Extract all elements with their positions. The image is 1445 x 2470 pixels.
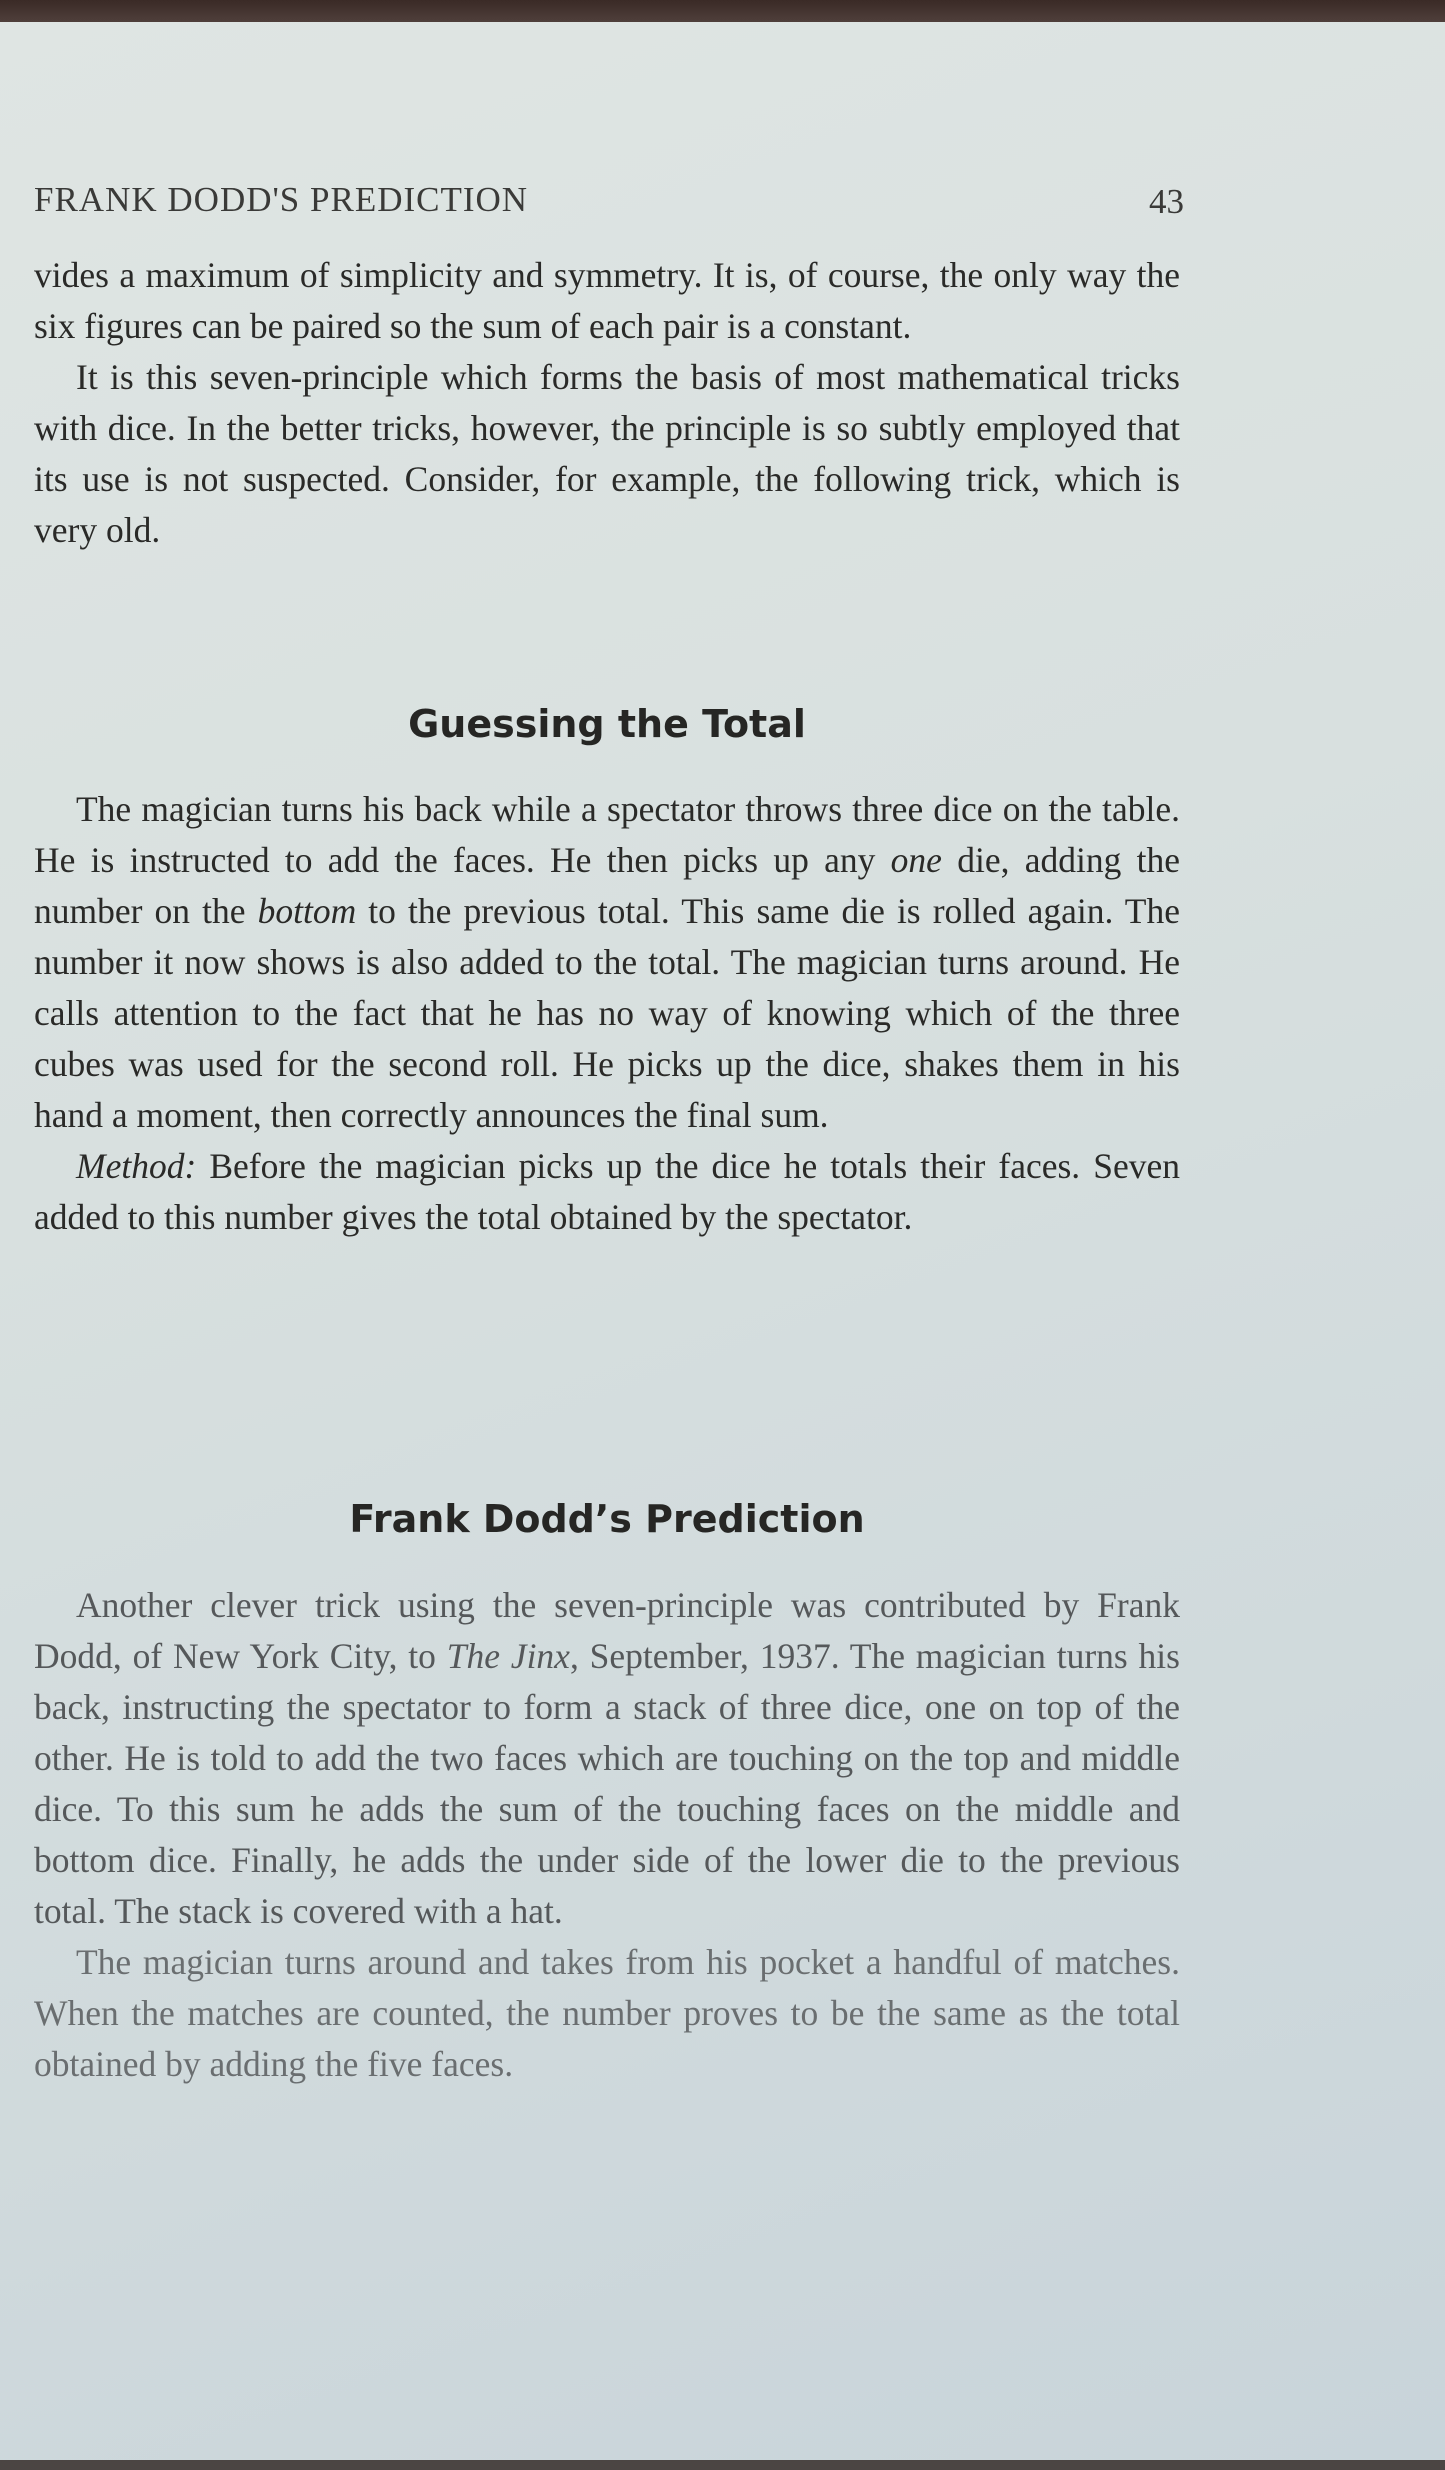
running-head-title: FRANK DODD'S PREDICTION [34,180,529,219]
section1-p1-emphasis-one: one [890,840,942,880]
page-number: 43 [1149,182,1184,221]
method-text: Before the magician picks up the dice he totals their faces. Seven added to this number gives the total obtained by the spectator. [34,1146,1180,1237]
method-label: Method: [76,1146,197,1186]
section2-text [34,1580,1180,2090]
section-heading-frank-dodds-prediction: Frank Dodd’s Prediction [349,1497,865,1541]
section1-paragraph-1 [34,784,1180,1141]
section2-p1-emphasis-the-jinx: The Jinx [446,1636,570,1676]
intro-paragraph-1: vides a maximum of simplicity and symmetry. It is, of course, the only way the six figures can be paired so the sum of each pair is a constant. [34,255,1180,346]
intro-paragraph-2: It is this seven-principle which forms the basis of most mathematical tricks with dice. In the better tricks, however, the principle is so subtly employed that its use is not suspected. Consider, for example, the following trick, which is very old. [34,357,1180,550]
section-heading-guessing-the-total: Guessing the Total [408,702,806,746]
section2-p1-text-a: Another clever trick using the seven-principle was contributed by Frank Dodd, of New York City, to [34,1585,1180,1676]
book-page [0,22,1445,2470]
section2-paragraph-1 [34,1580,1180,1937]
section1-p1-text-c: to the previous total. This same die is rolled again. The number it now shows is also added to the total. The magician turns around. He calls attention to the fact that he has no way of knowing which of the three cubes was used for the second roll. He picks up the dice, shakes them in his hand a moment, then correctly announces the final sum. [34,891,1181,1135]
section1-p1-text-a: The magician turns his back while a spectator throws three dice on the table. He is instructed to add the faces. He then picks up any [34,789,1180,880]
section1-p1-text-b: die, adding the number on the [34,840,1180,931]
book-bottom-edge [0,2460,1445,2470]
section1-text [34,784,1180,1243]
section1-method-paragraph [34,1141,1180,1243]
section1-p1-emphasis-bottom: bottom [257,891,357,931]
section2-p1-text-b: , September, 1937. The magician turns his back, instructing the spectator to form a stack of three dice, one on top of the other. He is told to add the two faces which are touching on the top and middle dice. To this sum he adds the sum of the touching faces on the middle and bottom dice. Finally, he adds the under side of the lower die to the previous total. The stack is covered with a hat. [34,1636,1180,1931]
intro-text [34,250,1180,556]
section2-paragraph-2: The magician turns around and takes from his pocket a handful of matches. When the matches are counted, the number proves to be the same as the total obtained by adding the five faces. [34,1942,1180,2084]
running-head [34,180,1184,230]
